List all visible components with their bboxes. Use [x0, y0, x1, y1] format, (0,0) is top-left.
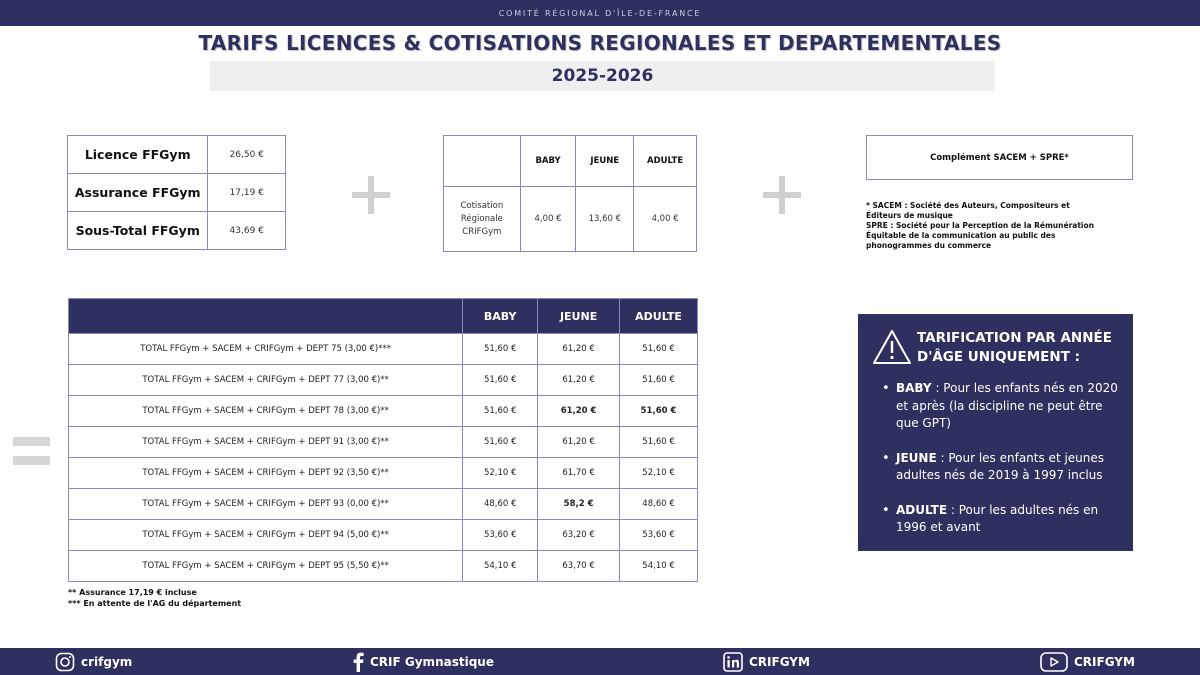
total-jeune: 61,70 € [538, 458, 620, 489]
info-term: JEUNE [896, 450, 937, 465]
total-adulte: 51,60 € [620, 427, 698, 458]
total-adulte: 51,60 € [620, 365, 698, 396]
header-cell [444, 136, 521, 187]
footer-banner [0, 648, 1200, 675]
header-cell: ADULTE [634, 136, 697, 187]
table-row [69, 551, 698, 582]
footnotes [68, 587, 241, 609]
regional-table [443, 135, 697, 252]
regional-row-label: Cotisation Régionale CRIFGym [444, 187, 521, 252]
header-cell [69, 299, 463, 334]
linkedin-link[interactable] [723, 648, 810, 675]
total-adulte: 54,10 € [620, 551, 698, 582]
info-term: ADULTE [896, 502, 948, 517]
warning-triangle-icon [872, 329, 912, 365]
sacem-box: Complément SACEM + SPRE* [866, 135, 1133, 180]
total-baby: 51,60 € [463, 365, 538, 396]
list-item [880, 380, 1120, 433]
ffgym-value: 17,19 € [208, 174, 286, 212]
table-row [69, 458, 698, 489]
season-label: 2025-2026 [210, 61, 995, 91]
header-cell: JEUNE [576, 136, 634, 187]
footnote: *** En attente de l'AG du département [68, 599, 242, 608]
linkedin-handle: CRIFGYM [749, 654, 810, 669]
youtube-handle: CRIFGYM [1074, 654, 1135, 669]
total-baby: 51,60 € [463, 334, 538, 365]
header-cell: BABY [463, 299, 538, 334]
list-item [880, 502, 1120, 537]
instagram-icon [55, 652, 75, 672]
table-row [69, 489, 698, 520]
ffgym-value: 43,69 € [208, 212, 286, 250]
total-jeune: 61,20 € [538, 427, 620, 458]
info-title: TARIFICATION PAR ANNÉE D'ÂGE UNIQUEMENT : [917, 330, 1112, 365]
table-row [444, 187, 697, 252]
list-item [880, 450, 1120, 485]
instagram-link[interactable] [55, 648, 132, 675]
table-row [68, 136, 286, 174]
total-adulte: 52,10 € [620, 458, 698, 489]
total-jeune: 63,70 € [538, 551, 620, 582]
total-label: TOTAL FFGym + SACEM + CRIFGym + DEPT 95 (5,50 €)** [69, 551, 463, 582]
facebook-icon [352, 652, 364, 672]
total-adulte: 51,60 € [620, 334, 698, 365]
youtube-icon [1040, 652, 1068, 672]
top-banner [0, 0, 1200, 26]
table-header-row [69, 299, 698, 334]
total-label: TOTAL FFGym + SACEM + CRIFGym + DEPT 93 (0,00 €)** [69, 489, 463, 520]
total-label: TOTAL FFGym + SACEM + CRIFGym + DEPT 92 (3,50 €)** [69, 458, 463, 489]
page-title: TARIFS LICENCES & COTISATIONS REGIONALES ET DEPARTEMENTALES [198, 31, 1002, 55]
total-baby: 48,60 € [463, 489, 538, 520]
regional-value: 13,60 € [576, 187, 634, 252]
equals-icon [13, 437, 50, 465]
total-jeune: 61,20 € [538, 365, 620, 396]
ffgym-label: Assurance FFGym [68, 174, 208, 212]
facebook-handle: CRIF Gymnastique [370, 654, 494, 669]
total-label: TOTAL FFGym + SACEM + CRIFGym + DEPT 91 (3,00 €)** [69, 427, 463, 458]
total-label: TOTAL FFGym + SACEM + CRIFGym + DEPT 77 (3,00 €)** [69, 365, 463, 396]
total-baby: 51,60 € [463, 427, 538, 458]
table-row [69, 334, 698, 365]
ffgym-label: Licence FFGym [68, 136, 208, 174]
total-baby: 52,10 € [463, 458, 538, 489]
table-row [69, 427, 698, 458]
org-name: COMITÉ RÉGIONAL D'ÎLE-DE-FRANCE [498, 8, 702, 18]
table-row [69, 365, 698, 396]
total-label: TOTAL FFGym + SACEM + CRIFGym + DEPT 94 (5,00 €)** [69, 520, 463, 551]
sacem-notes: * SACEM : Société des Auteurs, Compositeurs et Éditeurs de musique SPRE : Société pour la Perception de la Rémunération Équitable de la communication au public des phonogrammes du commerce [866, 201, 1094, 250]
plus-icon [352, 176, 390, 214]
header-cell: BABY [520, 136, 576, 187]
total-adulte: 51,60 € [620, 396, 698, 427]
info-text: : Pour les enfants nés en 2020 et après (la discipline ne peut être que GPT) [896, 381, 1118, 430]
table-header-row [444, 136, 697, 187]
age-info-box [858, 314, 1133, 551]
table-row [69, 396, 698, 427]
total-jeune: 63,20 € [538, 520, 620, 551]
total-jeune: 58,2 € [538, 489, 620, 520]
info-term: BABY [896, 381, 932, 395]
total-jeune: 61,20 € [538, 334, 620, 365]
info-list [880, 380, 1120, 554]
total-jeune: 61,20 € [538, 396, 620, 427]
regional-value: 4,00 € [634, 187, 697, 252]
ffgym-label: Sous-Total FFGym [68, 212, 208, 250]
table-row [68, 212, 286, 250]
total-baby: 51,60 € [463, 396, 538, 427]
table-row [68, 174, 286, 212]
total-adulte: 53,60 € [620, 520, 698, 551]
total-baby: 53,60 € [463, 520, 538, 551]
facebook-link[interactable] [352, 648, 494, 675]
info-text: : Pour les adultes nés en 1996 et avant [896, 502, 1099, 534]
total-baby: 54,10 € [463, 551, 538, 582]
totals-table [68, 298, 698, 582]
total-adulte: 48,60 € [620, 489, 698, 520]
youtube-link[interactable] [1040, 648, 1135, 675]
plus-icon [763, 176, 801, 214]
total-label: TOTAL FFGym + SACEM + CRIFGym + DEPT 75 (3,00 €)*** [69, 334, 463, 365]
table-row [69, 520, 698, 551]
header-cell: JEUNE [538, 299, 620, 334]
info-text: : Pour les enfants et jeunes adultes nés de 2019 à 1997 inclus [896, 450, 1105, 482]
linkedin-icon [723, 652, 743, 672]
regional-value: 4,00 € [520, 187, 576, 252]
ffgym-table [67, 135, 286, 250]
header-cell: ADULTE [620, 299, 698, 334]
footnote: ** Assurance 17,19 € incluse [68, 588, 197, 597]
instagram-handle: crifgym [81, 654, 133, 669]
ffgym-value: 26,50 € [208, 136, 286, 174]
total-label: TOTAL FFGym + SACEM + CRIFGym + DEPT 78 (3,00 €)** [69, 396, 463, 427]
